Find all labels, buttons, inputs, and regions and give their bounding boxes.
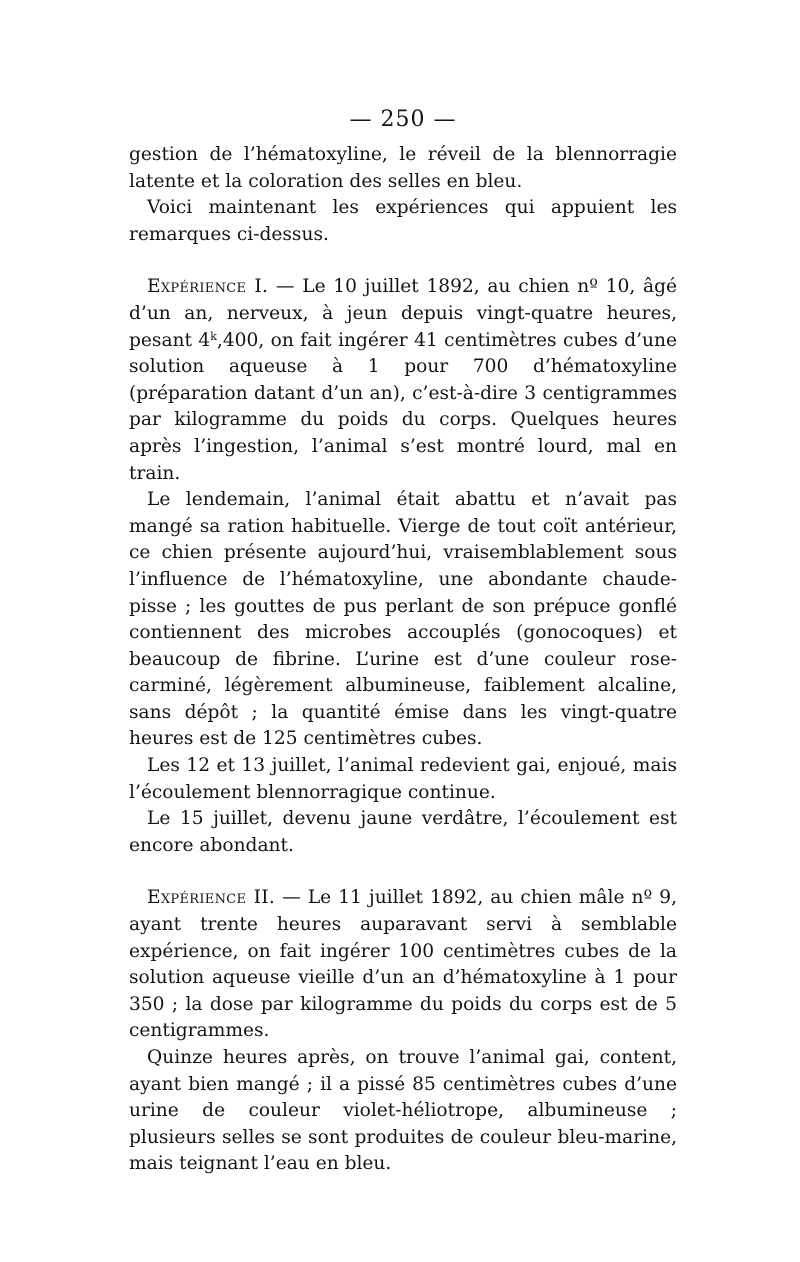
experience-1-label: Expérience I. — [147, 276, 269, 298]
experience-1-paragraph — [129, 274, 677, 487]
book-page — [129, 104, 677, 1178]
paragraph-july-15: Le 15 juillet, devenu jaune verdâtre, l’écoulement est encore abondant. — [129, 808, 677, 856]
paragraph-fifteen-hours: Quinze heures après, on trouve l’animal gai, content, ayant bien mangé ; il a pissé 85 centimètres cubes d’une urine de couleur violet-héliotrope, albumineuse ; plusieurs selles se sont produites de couleur bleu-marine, mais teignant l’eau en bleu. — [129, 1047, 677, 1175]
experience-1-text-a: — Le 10 juillet 1892, au chien nº 10, âgé d’un an, nerveux, à jeun depuis vingt-quatre heures, pesant 4 — [129, 276, 677, 351]
paragraph-intro: Voici maintenant les expériences qui appuient les remarques ci-dessus. — [129, 197, 677, 245]
paragraph-continuation: gestion de l’hématoxyline, le réveil de la blennorragie latente et la coloration des selles en bleu. — [129, 144, 677, 192]
experience-2-paragraph — [129, 885, 677, 1045]
experience-1-text-b: ,400, on fait ingérer 41 centimètres cubes d’une solution aqueuse à 1 pour 700 d’hématoxyline (préparation datant d’un an), c’est-à-dire 3 centigrammes par kilogramme du poids du corps. Quelques heures après l’ingestion, l’animal s’est montré lourd, mal en train. — [129, 329, 677, 484]
section-gap — [129, 248, 677, 274]
experience-2-text: — Le 11 juillet 1892, au chien mâle nº 9, ayant trente heures auparavant servi à semblable expérience, on fait ingérer 100 centimètres cubes de la solution aqueuse vieille d’un an d’hématoxyline à 1 pour 350 ; la dose par kilogramme du poids du corps est de 5 centigrammes. — [129, 887, 678, 1042]
body-text — [129, 142, 677, 1178]
section-gap — [129, 859, 677, 885]
paragraph-next-day: Le lendemain, l’animal était abattu et n’avait pas mangé sa ration habituelle. Vierge de tout coït antérieur, ce chien présente aujourd’hui, vraisemblablement sous l’influence de l’hématoxyline, une abondante chaude-pisse ; les gouttes de pus perlant de son prépuce gonflé contiennent des microbes accouplés (gonocoques) et beaucoup de fibrine. L’urine est d’une couleur rose-carminé, légèrement albumineuse, faiblement alcaline, sans dépôt ; la quantité émise dans les vingt-quatre heures est de 125 centimètres cubes. — [129, 489, 677, 750]
experience-2-label: Expérience II. — [147, 887, 276, 909]
kilogram-superscript: k — [210, 329, 217, 343]
paragraph-july-12-13: Les 12 et 13 juillet, l’animal redevient gai, enjoué, mais l’écoulement blennorragique continue. — [129, 755, 677, 803]
page-number: — 250 — — [349, 107, 457, 132]
